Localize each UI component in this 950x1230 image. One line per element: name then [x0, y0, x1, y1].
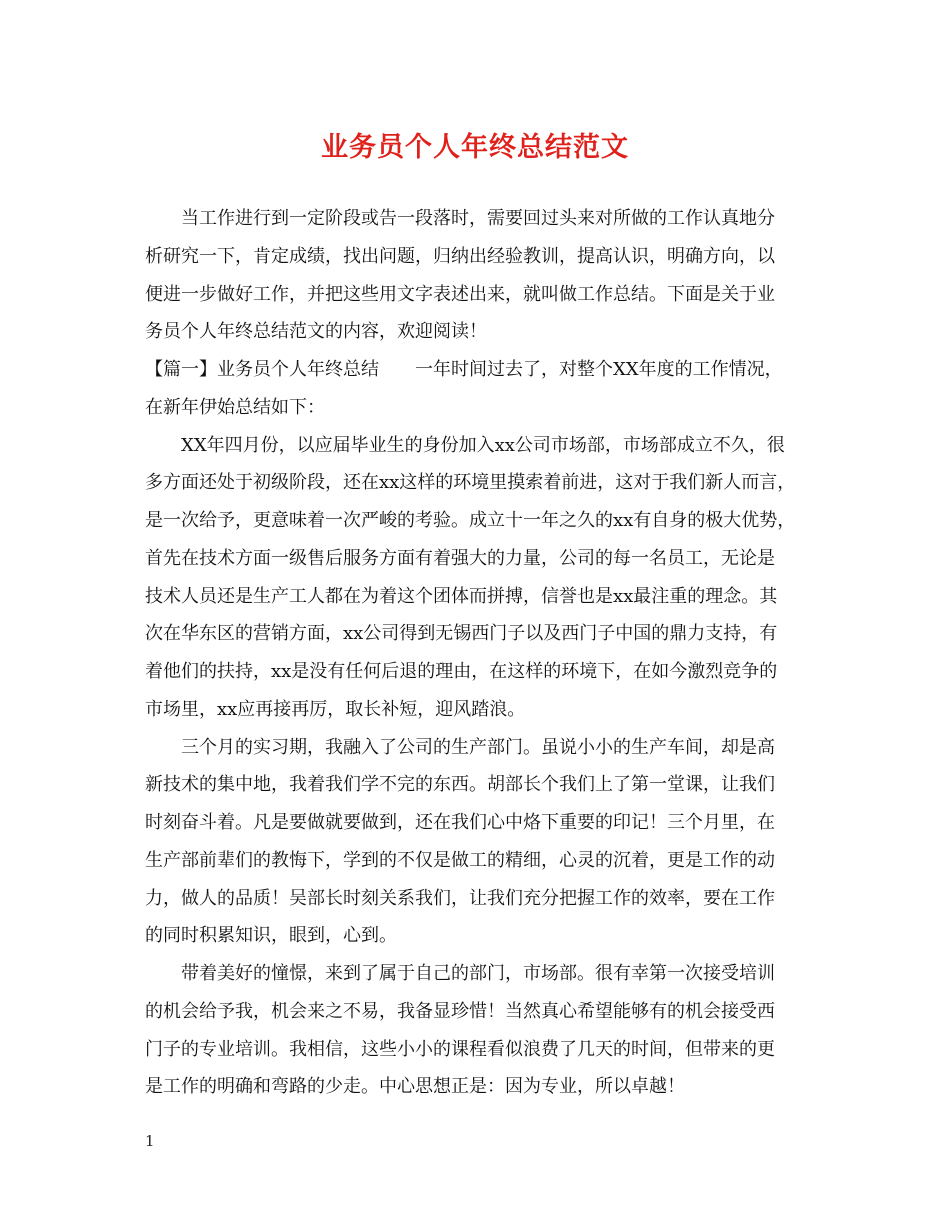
text-line: XX年四月份，以应届毕业生的身份加入xx公司市场部，市场部成立不久，很	[181, 434, 785, 456]
text-line: 时刻奋斗着。凡是要做就要做到，还在我们心中烙下重要的印记！三个月里，在	[145, 812, 775, 833]
text-line: 市场里，xx应再接再厉，取长补短，迎风踏浪。	[145, 698, 526, 720]
text-line: 多方面还处于初级阶段，还在xx这样的环境里摸索着前进，这对于我们新人而言，	[145, 472, 796, 494]
page-number: 1	[145, 1132, 155, 1150]
text-line: 门子的专业培训。我相信，这些小小的课程看似浪费了几天的时间，但带来的更	[145, 1038, 775, 1060]
text-line: 当工作进行到一定阶段或告一段落时，需要回过头来对所做的工作认真地分	[181, 208, 775, 229]
text-line: 析研究一下，肯定成绩，找出问题，归纳出经验教训，提高认识，明确方向，以	[145, 245, 775, 267]
text-line: 三个月的实习期，我融入了公司的生产部门。虽说小小的生产车间，却是高	[181, 736, 775, 758]
document-title: 业务员个人年终总结范文	[321, 132, 629, 163]
text-line: 务员个人年终总结范文的内容，欢迎阅读！	[145, 321, 487, 343]
text-line: 着他们的扶持，xx是没有任何后退的理由，在这样的环境下，在如今激烈竞争的	[145, 661, 778, 682]
document-body	[145, 200, 815, 1106]
text-line: 带着美好的憧憬，来到了属于自己的部门，市场部。很有幸第一次接受培训	[181, 963, 775, 984]
text-line: 是一次给予，更意味着一次严峻的考验。成立十一年之久的xx有自身的极大优势，	[145, 510, 796, 531]
text-line: 新技术的集中地，我着我们学不完的东西。胡部长个我们上了第一堂课，让我们	[145, 774, 775, 796]
text-line: 技术人员还是生产工人都在为着这个团体而拼搏，信誉也是xx最注重的理念。其	[145, 585, 778, 607]
text-line: 便进一步做好工作，并把这些用文字表述出来，就叫做工作总结。下面是关于业	[145, 283, 775, 305]
text-line: 生产部前辈们的教悔下，学到的不仅是做工的精细，心灵的沉着，更是工作的动	[145, 849, 775, 871]
text-line: 力，做人的品质！吴部长时刻关系我们，让我们充分把握工作的效率，要在工作	[145, 887, 775, 909]
text-line: 的同时积累知识，眼到，心到。	[145, 925, 397, 947]
text-line: 的机会给予我，机会来之不易，我备显珍惜！当然真心希望能够有的机会接受西	[145, 1000, 775, 1022]
text-line: 次在华东区的营销方面，xx公司得到无锡西门子以及西门子中国的鼎力支持，有	[145, 623, 778, 645]
text-line: 在新年伊始总结如下：	[145, 396, 325, 418]
section-heading-line: 【篇一】业务员个人年终总结 一年时间过去了，对整个XX年度的工作情况，	[145, 359, 783, 380]
text-line: 首先在技术方面一级售后服务方面有着强大的力量，公司的每一名员工，无论是	[145, 547, 775, 569]
text-line: 是工作的明确和弯路的少走。中心思想正是：因为专业，所以卓越！	[145, 1076, 685, 1098]
